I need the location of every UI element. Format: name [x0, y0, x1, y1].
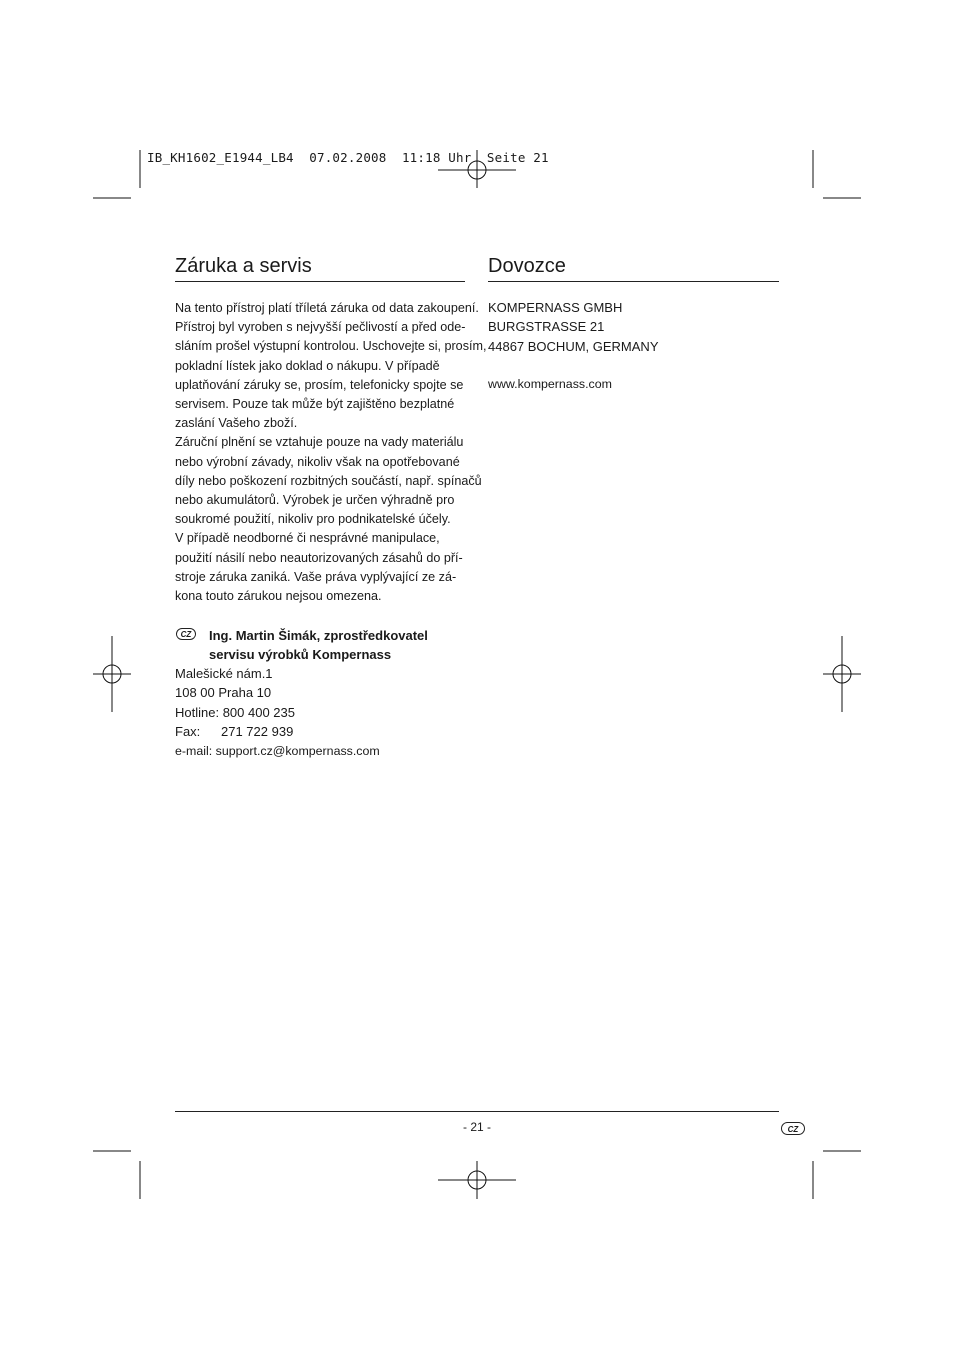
importer-title: Dovozce [488, 255, 566, 277]
print-slug-line: IB_KH1602_E1944_LB4 07.02.2008 11:18 Uhr Seite 21 [147, 150, 549, 165]
importer-city: 44867 BOCHUM, GERMANY [488, 338, 659, 354]
warranty-line: pokladní lístek jako doklad o nákupu. V případě [175, 358, 440, 373]
address-street: Malešické nám.1 [175, 666, 273, 681]
warranty-line: V případě neodborné či nesprávné manipulace, [175, 531, 440, 546]
warranty-title: Záruka a servis [175, 255, 312, 277]
page-number: - 21 - [462, 1120, 491, 1134]
service-name [209, 626, 428, 665]
warranty-line: servisem. Pouze tak může být zajištěno bezplatné [175, 397, 455, 412]
warranty-line: zaslání Vašeho zboží. [175, 416, 298, 431]
fax-label: Fax: [175, 724, 201, 740]
footer-rule [175, 1111, 779, 1112]
email: e-mail: support.cz@kompernass.com [175, 743, 380, 758]
service-address [175, 664, 380, 761]
warranty-line: díly nebo poškození rozbitných součástí, např. spínačů [175, 473, 482, 488]
warranty-line: nebo akumulátorů. Výrobek je určen výhradně pro [175, 493, 455, 508]
warranty-title-rule [175, 281, 465, 282]
warranty-line: nebo výrobní závady, nikoliv však na opotřebované [175, 454, 460, 469]
warranty-line: stroje záruka zaniká. Vaše práva vyplývající ze zá- [175, 569, 457, 584]
importer-title-rule [488, 281, 779, 282]
warranty-line: soukromé použití, nikoliv pro podnikatelské účely. [175, 512, 451, 527]
importer-street: BURGSTRASSE 21 [488, 319, 605, 335]
warranty-line: uplatňování záruky se, prosím, telefonicky spojte se [175, 377, 464, 392]
warranty-line: Na tento přístroj platí tříletá záruka od data zakoupení. [175, 301, 479, 315]
hotline: Hotline: 800 400 235 [175, 704, 295, 720]
importer-website: www.kompernass.com [488, 377, 612, 391]
service-name-line1: Ing. Martin Šimák, zprostředkovatel [209, 628, 428, 643]
fax [175, 722, 380, 741]
warranty-paragraph [175, 299, 487, 606]
warranty-line: Přístroj byl vyroben s nejvyšší pečlivostí a před ode- [175, 320, 466, 335]
fax-number: 271 722 939 [221, 724, 294, 740]
warranty-line: použití násilí nebo neautorizovaných zásahů do pří- [175, 550, 463, 565]
importer-address [488, 298, 659, 356]
warranty-line: Záruční plnění se vztahuje pouze na vady materiálu [175, 435, 464, 450]
importer-company: KOMPERNASS GMBH [488, 300, 623, 315]
service-name-line2: servisu výrobků Kompernass [209, 647, 392, 663]
cz-country-icon: CZ [781, 1122, 805, 1135]
address-city: 108 00 Praha 10 [175, 685, 272, 701]
warranty-line: kona touto zárukou nejsou omezena. [175, 589, 382, 604]
cz-country-icon: CZ [176, 628, 196, 640]
warranty-line: sláním prošel výstupní kontrolou. Uschovejte si, prosím, [175, 339, 487, 354]
